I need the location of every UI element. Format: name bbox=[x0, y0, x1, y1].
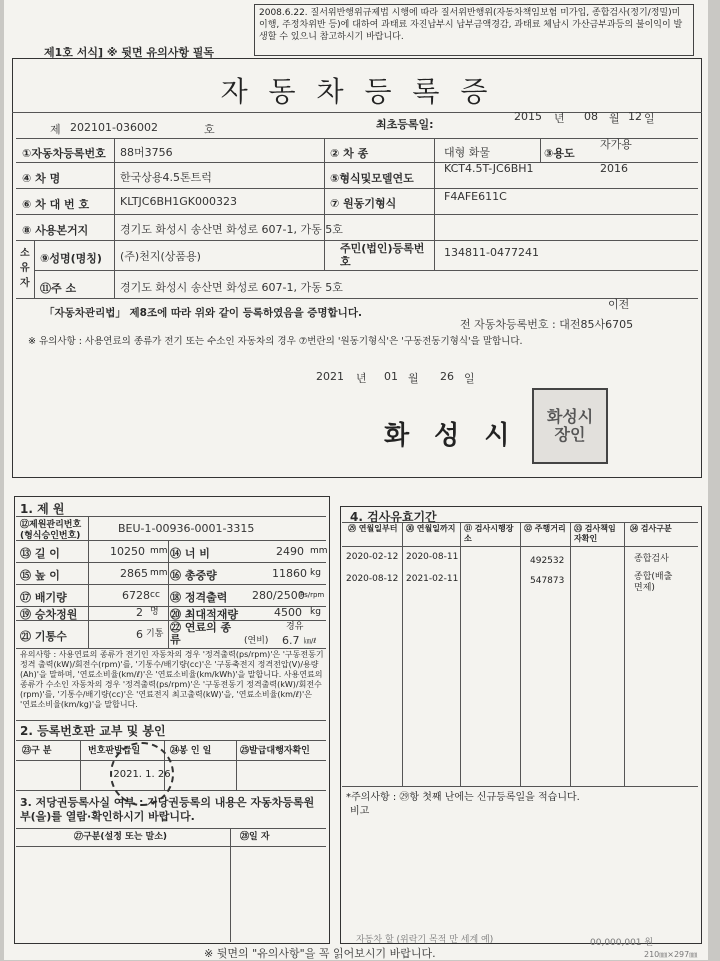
corporate-id: 134811-0477241 bbox=[444, 246, 539, 259]
vehicle-use: 자가용 bbox=[600, 138, 632, 151]
insp1-to: 2020-08-11 bbox=[406, 552, 459, 562]
issue-month: 01 bbox=[384, 370, 398, 383]
vin: KLTJC6BH1GK000323 bbox=[120, 195, 238, 208]
approval-no: BEU-1-00936-0001-3315 bbox=[118, 522, 255, 535]
lien-title: 3. 저당권등록사실 여부 : 저당권등록의 내용은 자동차등록원부(을)를 열람·확인하시기 바랍니다. bbox=[20, 796, 315, 823]
power: 280/2500 bbox=[252, 589, 305, 602]
fuel-label: ㉒ 연료의 종류 bbox=[170, 621, 232, 646]
caution-note: ※ 유의사항 : 사용연료의 종류가 전기 또는 수소인 자동차의 경우 ⑦번란의 '원동기형식'은 '구동전동기형식'을 말합니다. bbox=[28, 336, 523, 347]
insp2-from: 2020-08-12 bbox=[346, 574, 399, 584]
cylinders: 6 bbox=[136, 628, 143, 641]
inspection-title: 4. 검사유효기간 bbox=[350, 510, 437, 524]
insp1-km: 492532 bbox=[530, 556, 565, 566]
insp2-km: 547873 bbox=[530, 576, 565, 586]
spec-note: 유의사항 : 사용연료의 종류가 전기인 자동차의 경우 '정격출력(ps/rpm)'은 '구동전동기 정격 출력(kW)/회전수(rpm)'를, '기통수/배기량(cc)'은 '구동축전지 정격전압(V)/용량(Ah)'을 말하며, '연료소비율(km/ℓ)'은 '연료소비율(km/kWh)'을 말합니다. 사용연료의 종류가 수소인 자동차의 경우 '정격출력(ps/rpm)'은 '구동전동기 정격출력(kW)/회전수(rpm)'를, '기통수/배기량(cc)'은 '연료전지 최고출력(kW)'을, '연료소비율(km/ℓ)'은 '연료소비율(km/kg)'을 말합니다. bbox=[20, 650, 324, 709]
vin-label: ⑥ 차 대 번 호 bbox=[22, 198, 90, 211]
page-title: 자 동 차 등 록 증 bbox=[220, 75, 494, 108]
inspection-caution: *주의사항 : ㉙항 첫째 난에는 신규등록일을 적습니다. bbox=[346, 792, 580, 803]
fuel-type: 경유 bbox=[286, 622, 304, 632]
form-number: 제1호 서식] ※ 뒷면 유의사항 필독 bbox=[44, 46, 215, 59]
owner-name: (주)천지(상품용) bbox=[120, 250, 201, 263]
engine-type: F4AFE611C bbox=[444, 190, 507, 203]
reg-plate-title: 2. 등록번호판 교부 및 봉인 bbox=[20, 724, 166, 738]
type-label: ② 차 종 bbox=[330, 147, 369, 160]
model: KCT4.5T-JC6BH1 bbox=[444, 162, 534, 175]
gross-label: ⑯ 총중량 bbox=[170, 569, 217, 582]
prev-reg-no: 전 자동차등록번호 : 대전85사6705 bbox=[460, 318, 634, 331]
model-label: ⑤형식및모델연도 bbox=[330, 172, 414, 185]
footer-note: ※ 뒷면의 "유의사항"을 꼭 읽어보시기 바랍니다. bbox=[204, 947, 436, 960]
penalty-notice: 2008.6.22. 질서위반행위규제법 시행에 따라 질서위반행위(자동차책임보험 미가입, 종합검사(정기/정밀)미이행, 주정차위반 등)에 대하여 과태료 자진납부시 납부금액경감, 과태료 체납시 가산금부과등의 불이익이 발생할 수 있으니 참고하시기 바랍니다. bbox=[254, 4, 694, 56]
vehicle-name: 한국상용4.5톤트럭 bbox=[120, 171, 212, 184]
footer-partial: 자동차 할 (위락기 목적 만 세계 예) bbox=[356, 935, 494, 945]
first-reg-month: 08 bbox=[584, 110, 598, 123]
displacement: 6728 bbox=[122, 589, 150, 602]
owner-side-label: 소유자 bbox=[20, 248, 30, 289]
gross-weight: 11860 bbox=[272, 567, 307, 580]
insp1-from: 2020-02-12 bbox=[346, 552, 399, 562]
owner-name-label: ⑨성명(명칭) bbox=[40, 252, 102, 265]
issue-day: 26 bbox=[440, 370, 454, 383]
reg-no-label: ①자동차등록번호 bbox=[22, 147, 106, 160]
certify-text: 「자동차관리법」 제8조에 따라 위와 같이 등록하였음을 증명합니다. bbox=[44, 307, 362, 319]
official-seal: 화성시장인 bbox=[532, 388, 608, 464]
length-label: ⑬ 길 이 bbox=[20, 547, 60, 560]
spec-title: 1. 제 원 bbox=[20, 502, 65, 516]
height: 2865 bbox=[120, 567, 148, 580]
id-label: 주민(법인)등록번호 bbox=[340, 242, 425, 268]
base-label: ⑧ 사용본거지 bbox=[22, 224, 89, 237]
remark-label: 비고 bbox=[350, 806, 370, 817]
use-label: ③용도 bbox=[544, 147, 575, 160]
registration-certificate: 제1호 서식] ※ 뒷면 유의사항 필독 2008.6.22. 질서위반행위규제법 시행에 따라 질서위반행위(자동차책임보험 미가입, 종합검사(정기/정밀)미이행, 주정차위반 등)에 대하여 과태료 자진납부시 납부금액경감, 과태료 체납시 가산금부과등의 불이익이 발생할 수 있으니 참고하시기 바랍니다. 자 동 차 등 록 증 제 202101-036002 호 최초등록일: 2015 년 08 월 12 일 ①자동차등록번호 88머3756 ② 차 종 대형 화물 ③용도 자가용 ④ 차 명 한국상용4.5톤트럭 ⑤형식및모델연도 KCT4.5T-JC6BH1 2016 ⑥ 차 대 번 호 KLTJC6BH1GK000323 ⑦ 원동기형식 F4AFE611C ⑧ 사용본거지 경기도 화성시 송산면 화성로 607-1, 가동 5호 소유자 ⑨성명(명칭) (주)천지(상품용) 주민(법인)등록번호 134811-0477241 ⑪주 소 경기도 화성시 송산면 화성로 607-1, 가동 5호 「자동차관리법」 제8조에 따라 위와 같이 등록하였음을 증명합니다. 이전 전 자동차등록번호 : 대전85사6705 ※ 유의사항 : 사용연료의 종류가 전기 또는 수소인 자동차의 경우 ⑦번란의 '원동기형식'은 '구동전동기형식'을 말합니다. 2021 년 01 월 26 일 화 성 시 화성시장인 1. 제 원 ⑫제원관리번호(형식승인번호) BEU-1-00936-0001-3315 ⑬ 길 이 10250 mm ⑭ 너 비 2490 mm ⑮ 높 이 2865 mm ⑯ 총중량 11860 kg ⑰ 배기량 6728 cc ⑱ 정격출력 280/2500 Ps/rpm ⑲ 승차정원 2 명 ⑳ 최대적재량 4500 kg ㉑ 기통수 6 기통 ㉒ 연료의 종류 경유 (연비) 6.7 ㎞/ℓ 유의사항 : 사용연료의 종류가 전기인 자동차의 경우 '정격출력(ps/rpm)'은 '구동전동기 정격 출력(kW)/회전수(rpm)'를, '기통수/배기량(cc)'은 '구동축전지 정격전압(V)/용량(Ah)'을 말하며, '연료소비율(km/ℓ)'은 '연료소비율(km/kWh)'을 말합니다. 사용연료의 종류가 수소인 자동차의 경우 '정격출력(ps/rpm)'은 '구동전동기 정격출력(kW)/회전수(rpm)'를, '기통수/배기량(cc)'은 '연료전지 최고출력(kW)'을, '연료소비율(km/ℓ)'은 '연료소비율(km/kg)'을 말합니다. 2. 등록번호판 교부 및 봉인 ㉓구 분 번호판발급일 ㉔봉 인 일 ㉕발급대행자확인 2021. 1. 26 3. 저당권등록사실 여부 : 저당권등록의 내용은 자동차등록원부(을)를 열람·확인하시기 바랍니다. ㉗구분(설정 또는 말소) ㉘일 자 4. 검사유효기간 ㉙ 연월일부터 ㉚ 연월일까지 ㉛ 검사시행장소 ㉜ 주행거리 ㉝ 검사책임자확인 ㉞ 검사구분 2020-02-12 2020-08-11 492532 종합검사 2020-08-12 2021-02-11 547873 종합(배출면제) *주의사항 : ㉙항 첫째 난에는 신규등록일을 적습니다. 비고 ※ 뒷면의 "유의사항"을 꼭 읽어보시기 바랍니다. 자동차 할 (위락기 목적 만 세계 예) 00,000,001 원 210㎜×297㎜ bbox=[4, 0, 708, 960]
doc-number-suffix: 호 bbox=[204, 123, 215, 136]
height-label: ⑮ 높 이 bbox=[20, 569, 60, 582]
insp2-to: 2021-02-11 bbox=[406, 574, 459, 584]
load-label: ⑳ 최대적재량 bbox=[170, 608, 238, 621]
length: 10250 bbox=[110, 545, 145, 558]
reg-no: 88머3756 bbox=[120, 146, 173, 159]
cylinders-label: ㉑ 기통수 bbox=[20, 630, 67, 643]
fuel-efficiency: 6.7 bbox=[282, 634, 300, 647]
paper-size: 210㎜×297㎜ bbox=[644, 950, 698, 959]
model-year: 2016 bbox=[600, 162, 628, 175]
issuer-name: 화 성 시 bbox=[384, 421, 518, 451]
displacement-label: ⑰ 배기량 bbox=[20, 591, 67, 604]
doc-number: 202101-036002 bbox=[70, 121, 158, 134]
first-reg-day: 12 bbox=[628, 110, 642, 123]
insp2-kind: 종합(배출면제) bbox=[634, 572, 673, 593]
seats: 2 bbox=[136, 606, 143, 619]
max-load: 4500 bbox=[274, 606, 302, 619]
approval-label: ⑫제원관리번호(형식승인번호) bbox=[20, 520, 82, 541]
seats-label: ⑲ 승차정원 bbox=[20, 608, 78, 621]
prev-label: 이전 bbox=[608, 298, 630, 311]
footer-code: 00,000,001 원 bbox=[590, 938, 654, 948]
width-label: ⑭ 너 비 bbox=[170, 547, 210, 560]
doc-number-prefix: 제 bbox=[50, 123, 61, 136]
first-reg-year: 2015 bbox=[514, 110, 542, 123]
name-label: ④ 차 명 bbox=[22, 172, 61, 185]
address-label: ⑪주 소 bbox=[40, 282, 77, 295]
plate-issue-stamp: 2021. 1. 26 bbox=[110, 742, 174, 806]
insp1-kind: 종합검사 bbox=[634, 554, 669, 564]
first-reg-label: 최초등록일: bbox=[376, 118, 434, 131]
base-address: 경기도 화성시 송산면 화성로 607-1, 가동 5호 bbox=[120, 223, 343, 236]
issue-year: 2021 bbox=[316, 370, 344, 383]
owner-address: 경기도 화성시 송산면 화성로 607-1, 가동 5호 bbox=[120, 281, 343, 294]
vehicle-type: 대형 화물 bbox=[444, 146, 491, 159]
width: 2490 bbox=[276, 545, 304, 558]
power-label: ⑱ 정격출력 bbox=[170, 591, 228, 604]
engine-label: ⑦ 원동기형식 bbox=[330, 197, 397, 210]
